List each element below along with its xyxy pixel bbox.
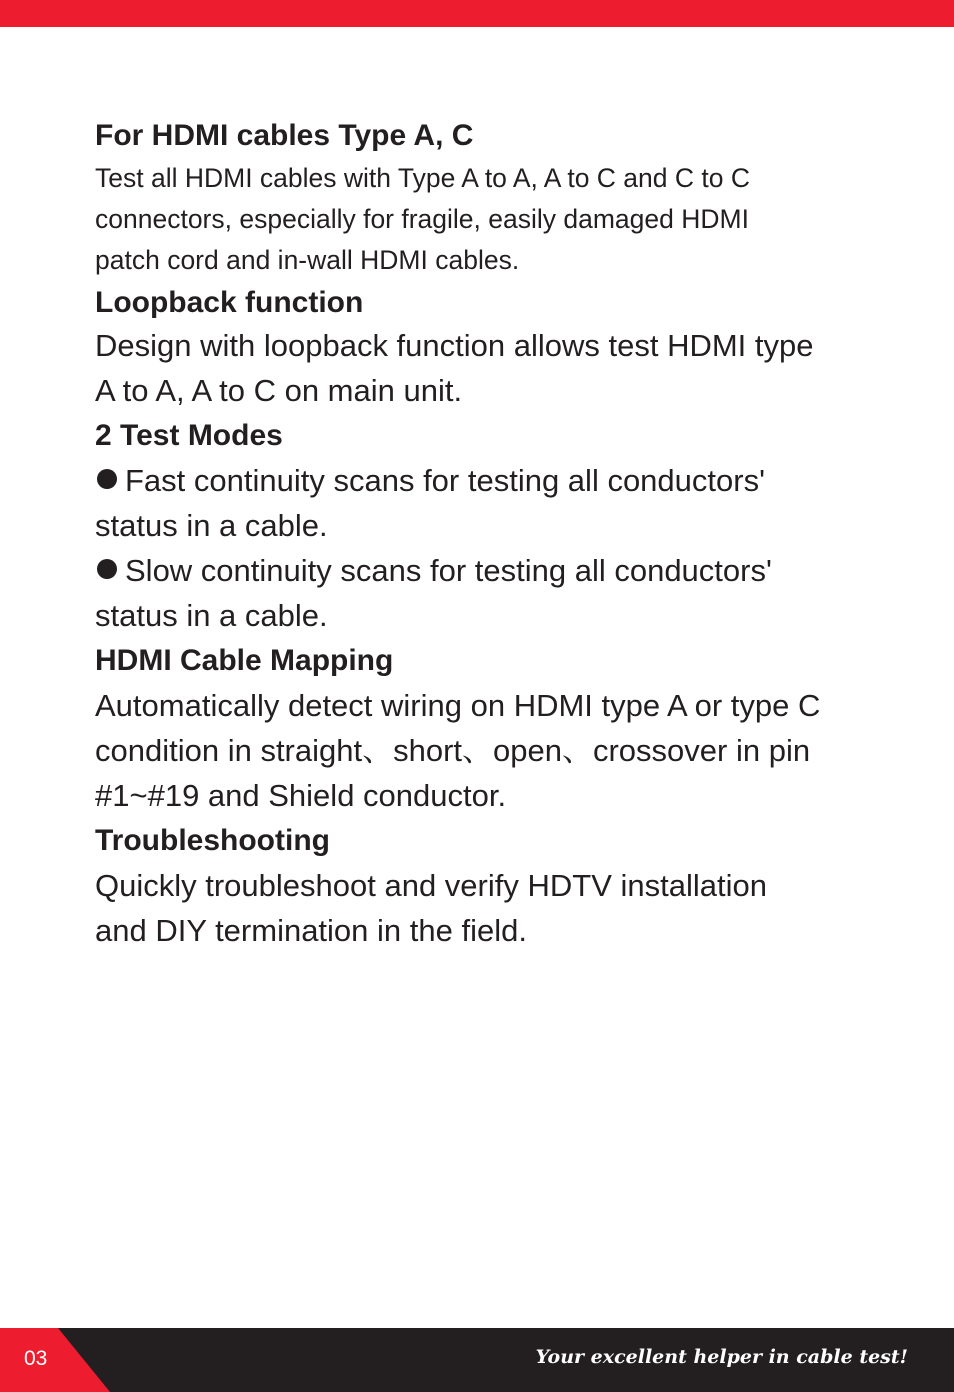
paragraph-line: and DIY termination in the field. [95,913,527,948]
section-heading: Troubleshooting [95,824,330,857]
paragraph-line: Automatically detect wiring on HDMI type A or type C [95,688,821,723]
paragraph-line: Design with loopback function allows test HDMI type [95,328,814,363]
paragraph-line: A to A, A to C on main unit. [95,373,463,408]
paragraph-line: #1~#19 and Shield conductor. [95,778,507,813]
bullet-continuation: status in a cable. [95,508,328,543]
section-troubleshooting [95,818,885,953]
bullet-item [95,548,885,593]
footer-tagline: Your excellent helper in cable test! [535,1346,908,1368]
paragraph-line: patch cord and in-wall HDMI cables. [95,245,520,275]
section-loopback-function [95,285,885,413]
section-heading: 2 Test Modes [95,419,283,452]
bullet-dot-icon [97,469,117,489]
top-accent-bar [0,0,954,27]
bullet-dot-icon [97,559,117,579]
paragraph-line: condition in straight、short、open、crossover in pin [95,733,811,768]
section-hdmi-cable-types [95,118,885,281]
bullet-text: Fast continuity scans for testing all conductors' [125,463,765,498]
page-number: 03 [24,1347,48,1370]
section-heading: HDMI Cable Mapping [95,644,394,677]
bullet-item [95,458,885,503]
section-heading: For HDMI cables Type A, C [95,119,474,152]
section-heading: Loopback function [95,286,364,319]
section-test-modes [95,413,885,638]
paragraph-line: Test all HDMI cables with Type A to A, A to C and C to C [95,163,750,193]
page-content [95,118,885,953]
paragraph-line: Quickly troubleshoot and verify HDTV installation [95,868,767,903]
bullet-continuation: status in a cable. [95,598,328,633]
paragraph-line: connectors, especially for fragile, easily damaged HDMI [95,204,749,234]
bullet-text: Slow continuity scans for testing all conductors' [125,553,772,588]
section-hdmi-cable-mapping [95,638,885,818]
